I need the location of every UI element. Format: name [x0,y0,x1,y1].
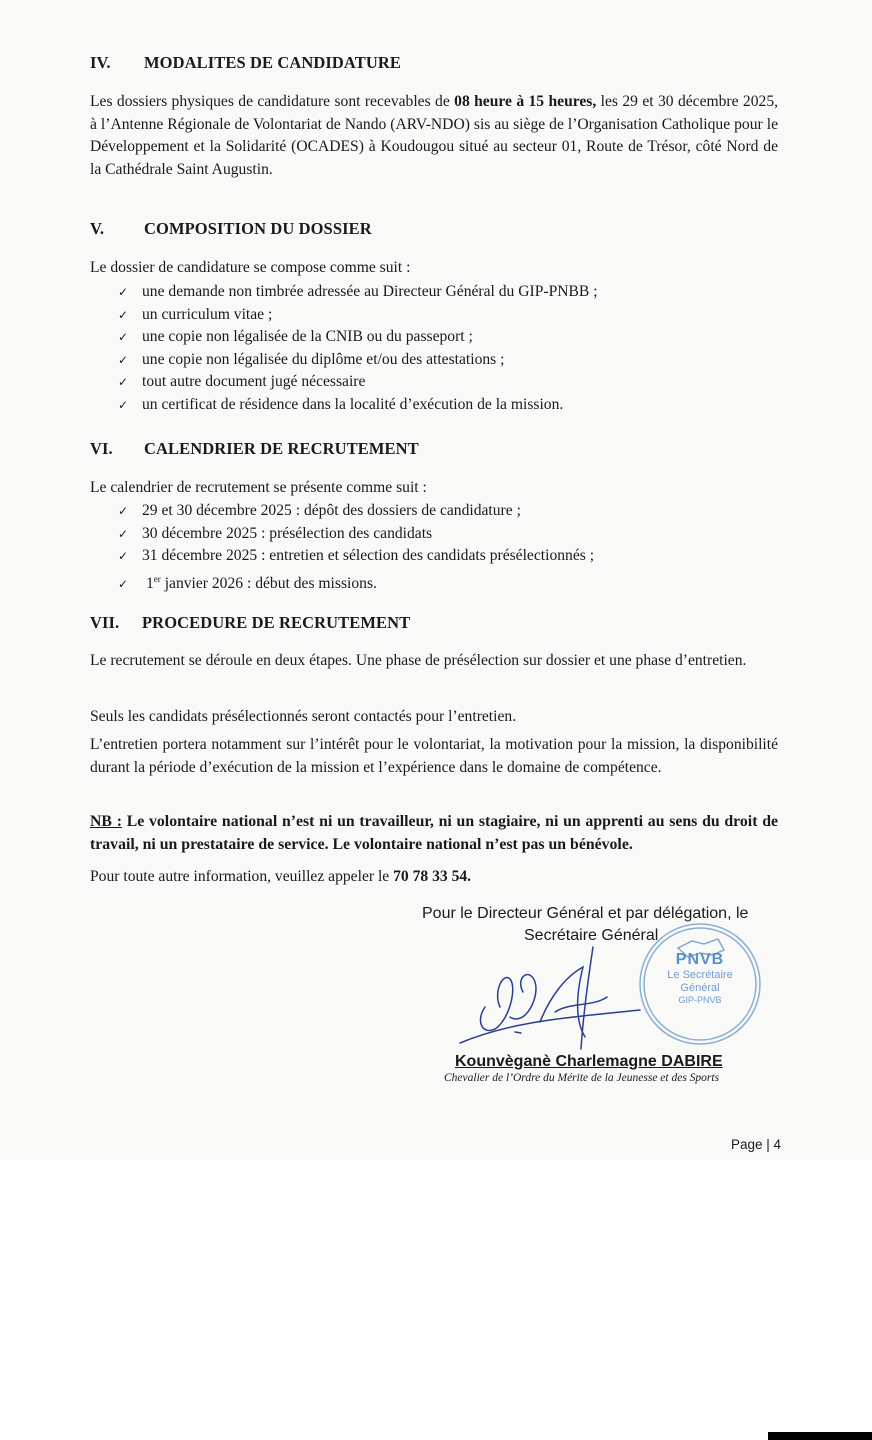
section-v-intro: Le dossier de candidature se compose comme suit : [90,259,411,276]
list-item-text: 29 et 30 décembre 2025 : dépôt des dossiers de candidature ; [142,502,521,519]
check-icon: ✓ [118,576,129,591]
check-icon: ✓ [118,504,129,518]
list-item [118,304,598,327]
section-title: CALENDRIER DE RECRUTEMENT [144,439,419,458]
list-item [118,545,594,568]
procedure-paragraph-3: L’entretien portera notamment sur l’intérêt pour le volontariat, la motivation pour la mission, la disponibilité durant la période d’exécution de la mission et l’expérience dans le domaine de compétence. [90,736,778,776]
dossier-list [118,281,598,416]
calendar-list [118,500,594,590]
nb-paragraph [90,811,778,856]
list-item [118,568,594,591]
section-vii-heading [90,613,410,633]
hours-bold: 08 heure à 15 heures, [454,93,597,110]
list-item-text: une copie non légalisée de la CNIB ou du passeport ; [142,328,473,345]
ordinal-suffix: er [153,573,161,584]
list-item [118,500,594,523]
section-number: VII. [90,613,120,632]
contact-phone: 70 78 33 54. [393,868,472,885]
scan-edge-bar [768,1432,872,1440]
section-iv-paragraph [90,91,778,181]
section-number: VI. [90,439,113,458]
check-icon: ✓ [118,330,129,344]
check-icon: ✓ [118,285,129,299]
signer-title: Chevalier de l’Ordre du Mérite de la Jeunesse et des Sports [444,1072,720,1084]
check-icon: ✓ [118,375,129,389]
stamp-center-line2: Général [680,982,720,994]
list-item-text: un certificat de résidence dans la localité d’exécution de la mission. [142,395,564,413]
list-item-text: tout autre document jugé nécessaire [142,373,366,390]
check-icon: ✓ [118,352,129,367]
nb-text: Le volontaire national n’est ni un travailleur, ni un stagiaire, ni un apprenti au sens du droit de travail, ni un prestataire de service. Le volontaire national n’est pas un bénévole. [90,813,779,853]
list-item [118,394,598,417]
list-item [118,281,598,304]
section-vi-intro: Le calendrier de recrutement se présente comme suit : [90,479,427,496]
signer-role: Secrétaire Général [524,927,659,944]
delegation-line: Pour le Directeur Général et par délégation, le [422,905,749,922]
handwritten-signature [455,945,645,1050]
list-item-text: un curriculum vitae ; [142,305,273,323]
section-title: MODALITES DE CANDIDATURE [144,53,401,72]
stamp-center-line1: Le Secrétaire [667,969,733,981]
section-number: IV. [90,53,111,72]
list-item-text: une copie non légalisée du diplôme et/ou des attestations ; [142,350,505,368]
check-icon: ✓ [118,307,129,322]
stamp-text-block [640,951,760,1006]
list-item [118,349,598,372]
list-item [118,523,594,546]
check-icon: ✓ [118,397,129,412]
contact-paragraph [90,866,778,889]
section-iv-heading [90,53,401,73]
stamp-logo-text: PNVB [675,951,725,968]
nb-label: NB : [90,813,122,830]
text: les 29 et 30 décembre 2025, à l’Antenne Régionale de Volontariat de Nando (ARV-NDO) sis au siège de l’Organisation Catholique pour le Développement et la Solidarité (OCADES) à Koudougou situé au secteur 01, Route de Trésor, côté Nord de la Cathédrale Saint Augustin. [90,93,779,178]
section-v-heading [90,219,372,239]
section-number: V. [90,219,105,238]
section-vi-heading [90,439,419,459]
stamp-bottom-text: GIP-PNVB [678,995,722,1005]
list-item-text: 31 décembre 2025 : entretien et sélection des candidats présélectionnés ; [142,547,595,564]
text: Les dossiers physiques de candidature sont recevables de [90,93,455,110]
list-item-text: 30 décembre 2025 : présélection des candidats [142,524,433,542]
check-icon: ✓ [118,549,129,563]
list-item-day: 1 [146,574,154,592]
list-item-text: janvier 2026 : début des missions. [160,574,377,592]
list-item-text: une demande non timbrée adressée au Directeur Général du GIP-PNBB ; [142,283,598,300]
section-title: COMPOSITION DU DOSSIER [144,219,372,238]
contact-text: Pour toute autre information, veuillez appeler le [90,868,394,885]
page-number: Page | 4 [731,1137,782,1152]
check-icon: ✓ [118,526,129,541]
procedure-paragraph-2: Seuls les candidats présélectionnés seront contactés pour l’entretien. [90,708,517,725]
section-title: PROCEDURE DE RECRUTEMENT [142,613,411,632]
procedure-paragraph-1: Le recrutement se déroule en deux étapes. Une phase de présélection sur dossier et une phase d’entretien. [90,652,747,669]
list-item [118,326,598,349]
signer-name: Kounvèganè Charlemagne DABIRE [455,1053,723,1070]
list-item [118,371,598,394]
